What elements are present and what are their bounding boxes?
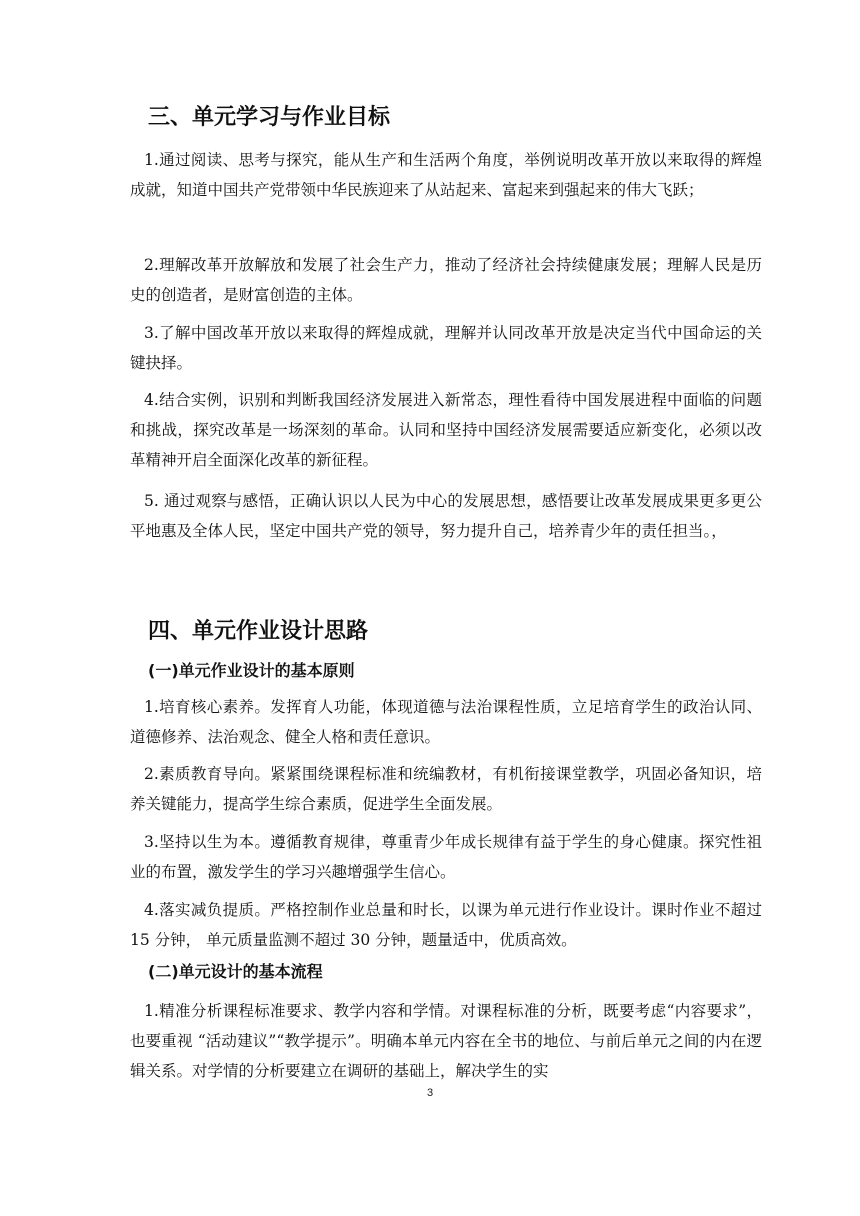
page-number: 3 xyxy=(426,1087,434,1099)
section-3-item-1: 1.通过阅读、思考与探究，能从生产和生活两个角度，举例说明改革开放以来取得的辉煌成就，知道中国共产党带领中华民族迎来了从站起来、富起来到强起来的伟大飞跃； xyxy=(130,151,762,199)
principle-item-1: 1.培育核心素养。发挥育人功能，体现道德与法治课程性质，立足培育学生的政治认同、道德修养、法治观念、健全人格和责任意识。 xyxy=(130,698,762,746)
subsection-principles-heading: (一)单元作业设计的基本原则 xyxy=(148,661,355,680)
process-item-1: 1.精准分析课程标准要求、教学内容和学情。对课程标准的分析，既要考虑“内容要求”，也要重视 “活动建议”“教学提示”。明确本单元内容在全书的地位、与前后单元之间的内在逻辑关系。对学情的分析要建立在调研的基础上，解决学生的实 xyxy=(130,1002,762,1080)
section-4-heading: 四、单元作业设计思路 xyxy=(148,619,369,644)
section-3-item-2: 2.理解改革开放解放和发展了社会生产力，推动了经济社会持续健康发展；理解人民是历史的创造者，是财富创造的主体。 xyxy=(130,256,762,304)
section-3-heading: 三、单元学习与作业目标 xyxy=(148,105,391,130)
section-3-item-4: 4.结合实例，识别和判断我国经济发展进入新常态，理性看待中国发展进程中面临的问题和挑战，探究改革是一场深刻的革命。认同和坚持中国经济发展需要适应新变化，必须以改革精神开启全面深化改革的新征程。 xyxy=(130,391,762,469)
principle-item-3: 3.坚持以生为本。遵循教育规律，尊重青少年成长规律有益于学生的身心健康。探究性祖业的布置，激发学生的学习兴趣增强学生信心。 xyxy=(130,833,762,881)
section-3-item-3: 3.了解中国改革开放以来取得的辉煌成就，理解并认同改革开放是决定当代中国命运的关键抉择。 xyxy=(130,324,762,372)
principle-item-2: 2.素质教育导向。紧紧围绕课程标准和统编教材，有机衔接课堂教学，巩固必备知识，培养关键能力，提高学生综合素质，促进学生全面发展。 xyxy=(130,765,762,813)
section-3-item-5: 5. 通过观察与感悟，正确认识以人民为中心的发展思想，感悟要让改革发展成果更多更公平地惠及全体人民，坚定中国共产党的领导，努力提升自己，培养青少年的责任担当。， xyxy=(130,492,762,540)
subsection-process-heading: (二)单元设计的基本流程 xyxy=(148,962,323,981)
principle-item-4: 4.落实减负提质。严格控制作业总量和时长，以课为单元进行作业设计。课时作业不超过 15 分钟， 单元质量监测不超过 30 分钟，题量适中，优质高效。 xyxy=(130,901,762,949)
